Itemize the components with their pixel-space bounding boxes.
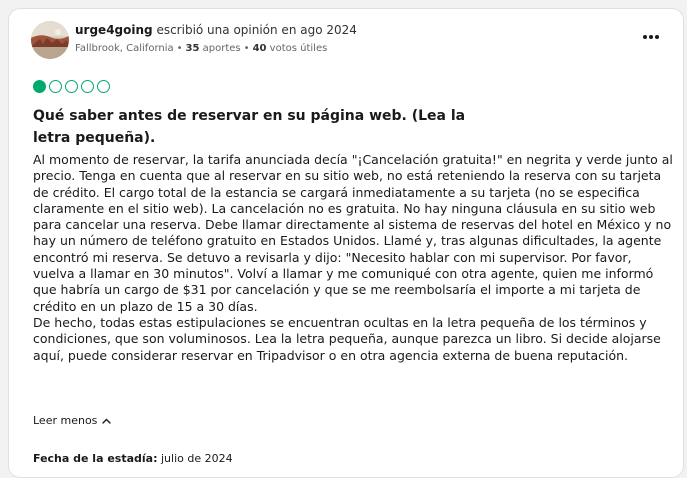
reviewer-line bbox=[75, 23, 357, 37]
review-paragraph: Al momento de reservar, la tarifa anunciada decía "¡Cancelación gratuita!" en negrita y verde junto al precio. Tenga en cuenta que al reservar en su sitio web, no está reteniendo la reserva con su tarjeta de crédito. El cargo total de la estancia se cargará inmediatamente a su tarjeta (no se especifica claramente en el sitio web). La cancelación no es gratuita. No hay ninguna cláusula en su sitio web para cancelar una reserva. Debe llamar directamente al sistema de reservas del hotel en México y no hay un número de teléfono gratuito en Estados Unidos. Llamé y, tras algunas dificultades, la agente encontró mi reserva. Se detuvo a revisarla y dijo: "Necesito hablar con mi supervisor. Por favor, vuelva a llamar en 30 minutos". Volví a llamar y me comuniqué con otra agente, quien me informó que habría un cargo de $31 por cancelación y que se me reembolsaría el importe a mi tarjeta de crédito en un plazo de 15 a 30 días. bbox=[33, 152, 673, 314]
contributions-count: 35 bbox=[185, 43, 200, 54]
rating-bubble-empty bbox=[65, 80, 78, 93]
review-title[interactable]: Qué saber antes de reservar en su página web. (Lea la letra pequeña). bbox=[33, 108, 466, 146]
avatar[interactable] bbox=[31, 21, 69, 59]
review-paragraph: De hecho, todas estas estipulaciones se encuentran ocultas en la letra pequeña de los términos y condiciones, que son voluminosos. Lea la letra pequeña, aunque parezca un libro. Si decide alojarse aquí, puede considerar reservar en Tripadvisor o en otra agencia externa de buena reputación. bbox=[33, 314, 661, 363]
bubble-rating bbox=[33, 80, 110, 93]
review-action-text: escribió una opinión en ago 2024 bbox=[156, 23, 357, 37]
avatar-image bbox=[31, 21, 69, 59]
reviewer-name[interactable]: urge4going bbox=[75, 23, 153, 37]
helpful-votes-count: 40 bbox=[252, 43, 267, 54]
read-less-button[interactable] bbox=[33, 414, 111, 427]
chevron-up-icon bbox=[102, 418, 111, 424]
reviewer-meta bbox=[75, 43, 327, 54]
review-card bbox=[8, 8, 684, 478]
reviewer-location: Fallbrook, California bbox=[75, 43, 174, 54]
rating-bubble-empty bbox=[81, 80, 94, 93]
rating-bubble-empty bbox=[97, 80, 110, 93]
stay-date-value: julio de 2024 bbox=[160, 452, 233, 465]
read-less-label: Leer menos bbox=[33, 414, 98, 427]
separator-dot: • bbox=[243, 43, 250, 54]
more-horizontal-icon bbox=[642, 34, 660, 40]
helpful-votes-label: votos útiles bbox=[269, 43, 328, 54]
rating-bubble-empty bbox=[49, 80, 62, 93]
more-options-button[interactable] bbox=[639, 27, 663, 47]
rating-bubble-filled bbox=[33, 80, 46, 93]
stay-date-label: Fecha de la estadía: bbox=[33, 452, 158, 465]
review-body bbox=[33, 152, 673, 364]
stay-date bbox=[33, 452, 233, 465]
separator-dot: • bbox=[176, 43, 183, 54]
contributions-label: aportes bbox=[202, 43, 241, 54]
